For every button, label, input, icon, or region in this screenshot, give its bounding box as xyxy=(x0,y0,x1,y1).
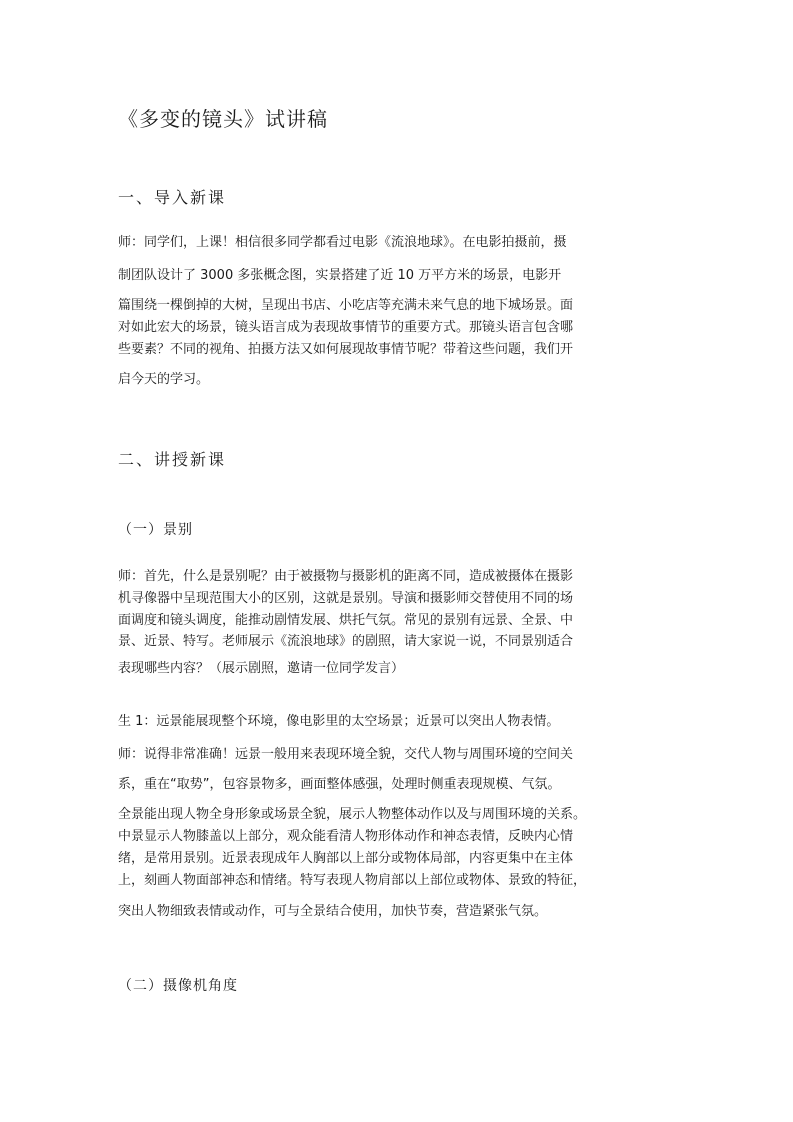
document-title: 《多变的镜头》试讲稿 xyxy=(118,107,328,131)
subsection-heading-shot-scale: （一）景别 xyxy=(118,522,193,538)
section-heading-intro: 一、导入新课 xyxy=(118,188,227,207)
paragraph-line: 面调度和镜头调度，能推动剧情发展、烘托气氛。常见的景别有远景、全景、中 xyxy=(118,613,574,628)
paragraph-line: 中景显示人物膝盖以上部分，观众能看清人物形体动作和神态表情，反映内心情 xyxy=(118,829,574,844)
paragraph-line: 突出人物细致表情或动作，可与全景结合使用，加快节奏，营造紧张气氛。 xyxy=(118,904,548,919)
paragraph-line: 制团队设计了 3000 多张概念图，实景搭建了近 10 万平方米的场景，电影开 xyxy=(118,268,562,283)
paragraph-line: 师：首先，什么是景别呢？由于被摄物与摄影机的距离不同，造成被摄体在摄影 xyxy=(118,569,574,584)
paragraph-line: 机寻像器中呈现范围大小的区别，这就是景别。导演和摄影师交替使用不同的场 xyxy=(118,591,574,606)
paragraph-line: 景、近景、特写。老师展示《流浪地球》的剧照，请大家说一说，不同景别适合 xyxy=(118,634,574,649)
paragraph-line: 篇围绕一棵倒掉的大树，呈现出书店、小吃店等充满未来气息的地下城场景。面 xyxy=(118,298,574,313)
section-heading-teaching: 二、讲授新课 xyxy=(118,450,227,469)
paragraph-line: 些要素？不同的视角、拍摄方法又如何展现故事情节呢？带着这些问题，我们开 xyxy=(118,342,574,357)
student-answer: 生 1：远景能展现整个环境，像电影里的太空场景；近景可以突出人物表情。 xyxy=(118,714,560,729)
paragraph-line: 启今天的学习。 xyxy=(118,372,210,387)
paragraph-line: 绪，是常用景别。近景表现成年人胸部以上部分或物体局部，内容更集中在主体 xyxy=(118,851,574,866)
paragraph-line: 全景能出现人物全身形象或场景全貌，展示人物整体动作以及与周围环境的关系。 xyxy=(118,807,587,822)
paragraph-line: 上，刻画人物面部神态和情绪。特写表现人物肩部以上部位或物体、景致的特征， xyxy=(118,873,587,888)
paragraph-line: 师：同学们，上课！相信很多同学都看过电影《流浪地球》。在电影拍摄前，摄 xyxy=(118,235,567,250)
paragraph-line: 师：说得非常准确！远景一般用来表现环境全貌，交代人物与周围环境的空间关 xyxy=(118,747,574,762)
paragraph-line: 对如此宏大的场景，镜头语言成为表现故事情节的重要方式。那镜头语言包含哪 xyxy=(118,320,574,335)
subsection-heading-camera-angle: （二）摄像机角度 xyxy=(118,978,238,994)
paragraph-line: 系，重在“取势”，包容景物多，画面整体感强，处理时侧重表现规模、气氛。 xyxy=(118,777,561,792)
paragraph-line: 表现哪些内容？（展示剧照，邀请一位同学发言） xyxy=(118,661,405,676)
